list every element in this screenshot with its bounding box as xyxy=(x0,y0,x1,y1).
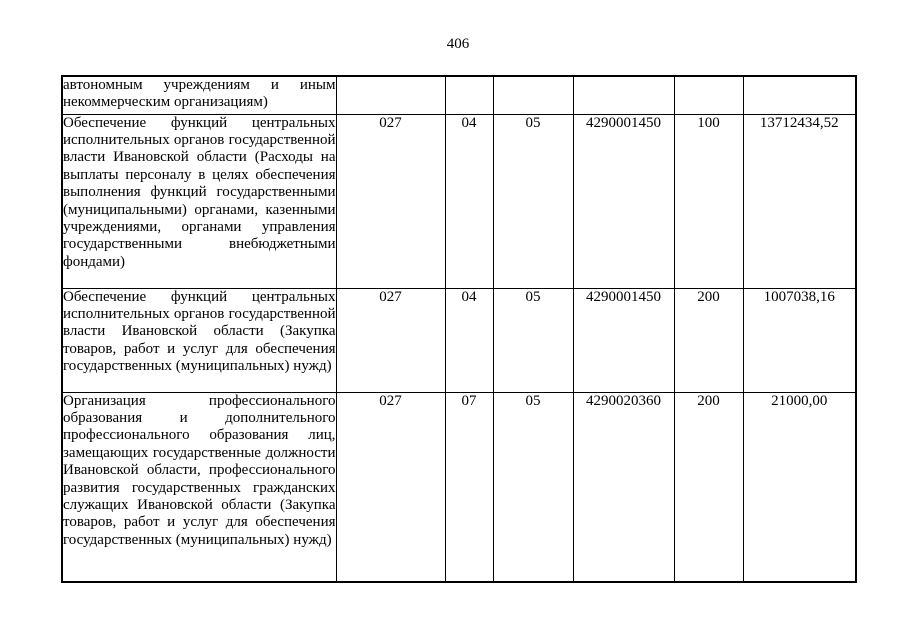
cell-section-code xyxy=(445,76,493,114)
cell-subsection-code: 05 xyxy=(493,288,573,392)
cell-grbs-code: 027 xyxy=(336,114,445,288)
cell-grbs-code xyxy=(336,76,445,114)
row-label: Организация профессионального образования и дополнительного профессионального образования лиц, замещающих государственные должности Ивановской области, профессионального развития государственных гражданских служащих Ивановской области (Закупка товаров, работ и услуг для обеспечения государственных (муниципальных) нужд) xyxy=(62,392,336,582)
table-row xyxy=(62,288,856,392)
page-number: 406 xyxy=(446,36,470,52)
cell-subsection-code xyxy=(493,76,573,114)
cell-target-article-code: 4290020360 xyxy=(573,392,674,582)
cell-subsection-code: 05 xyxy=(493,114,573,288)
cell-target-article-code: 4290001450 xyxy=(573,114,674,288)
cell-expense-type-code: 100 xyxy=(674,114,743,288)
cell-subsection-code: 05 xyxy=(493,392,573,582)
cell-amount: 1007038,16 xyxy=(743,288,856,392)
cell-section-code: 04 xyxy=(445,288,493,392)
cell-section-code: 07 xyxy=(445,392,493,582)
table-row xyxy=(62,392,856,582)
budget-table-body xyxy=(62,76,856,582)
cell-grbs-code: 027 xyxy=(336,392,445,582)
table-row xyxy=(62,76,856,114)
cell-section-code: 04 xyxy=(445,114,493,288)
cell-grbs-code: 027 xyxy=(336,288,445,392)
cell-expense-type-code xyxy=(674,76,743,114)
cell-target-article-code xyxy=(573,76,674,114)
cell-amount xyxy=(743,76,856,114)
cell-expense-type-code: 200 xyxy=(674,392,743,582)
cell-expense-type-code: 200 xyxy=(674,288,743,392)
budget-table xyxy=(61,75,857,583)
cell-amount: 13712434,52 xyxy=(743,114,856,288)
table-row xyxy=(62,114,856,288)
row-label: Обеспечение функций центральных исполнительных органов государственной власти Ивановской области (Закупка товаров, работ и услуг для обеспечения государственных (муниципальных) нужд) xyxy=(62,288,336,392)
cell-amount: 21000,00 xyxy=(743,392,856,582)
row-label: Обеспечение функций центральных исполнительных органов государственной власти Ивановской области (Расходы на выплаты персоналу в целях обеспечения выполнения функций государственными (муниципальными) органами, казенными учреждениями, органами управления государственными внебюджетными фондами) xyxy=(62,114,336,288)
cell-target-article-code: 4290001450 xyxy=(573,288,674,392)
row-label: автономным учреждениям и иным некоммерческим организациям) xyxy=(62,76,336,114)
